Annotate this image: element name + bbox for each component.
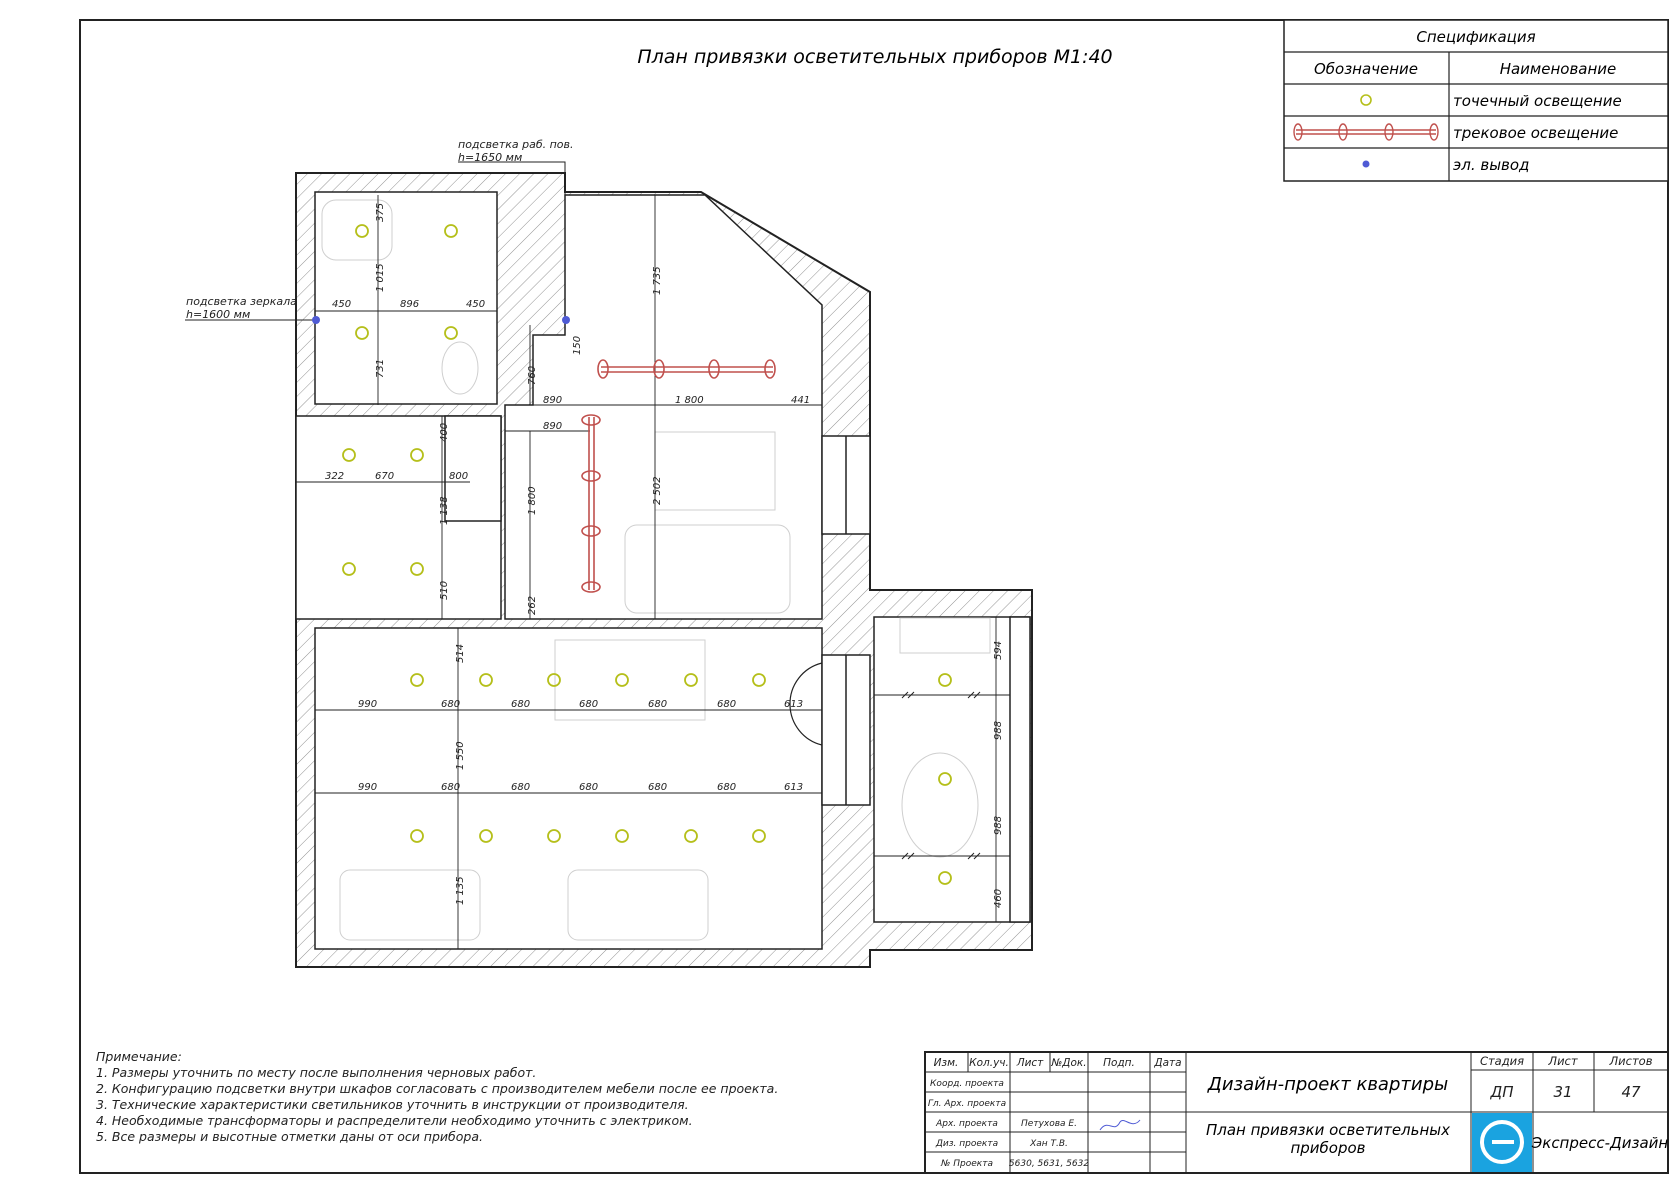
work-light-label: подсветка раб. пов. bbox=[458, 138, 574, 151]
dim-hall-322: 322 bbox=[325, 471, 345, 482]
dim-bath-1015: 1 015 bbox=[375, 263, 386, 292]
dim-living-mid-680c: 680 bbox=[579, 782, 599, 793]
tb-name-project-no: 5630, 5631, 5632 bbox=[1008, 1159, 1090, 1169]
dim-hall-510: 510 bbox=[439, 580, 450, 600]
tb-header-izm: Изм. bbox=[933, 1057, 959, 1069]
note-item: 3. Технические характеристики светильников уточнить в инструкции от производителя. bbox=[96, 1097, 689, 1112]
tb-sheet-label: Лист bbox=[1548, 1054, 1578, 1068]
company-logo bbox=[1472, 1113, 1532, 1172]
tb-project-title: Дизайн-проект квартиры bbox=[1207, 1074, 1449, 1095]
dim-balcony-460: 460 bbox=[993, 888, 1004, 908]
tb-stage-value: ДП bbox=[1490, 1083, 1514, 1101]
tb-sheet-title-2: приборов bbox=[1290, 1139, 1366, 1157]
floor-plan bbox=[185, 138, 1032, 967]
dim-hall-1138: 1 138 bbox=[439, 496, 450, 525]
dim-living-top-680e: 680 bbox=[717, 699, 737, 710]
dim-bath-731: 731 bbox=[375, 358, 386, 378]
tb-name-designer: Хан Т.В. bbox=[1030, 1139, 1068, 1149]
dim-kitchen-1800b: 1 800 bbox=[527, 486, 538, 515]
dim-kitchen-890b: 890 bbox=[543, 421, 563, 432]
dim-balcony-988a: 988 bbox=[993, 720, 1004, 740]
dim-kitchen-2502: 2 502 bbox=[652, 476, 663, 505]
dim-living-mid-680d: 680 bbox=[648, 782, 668, 793]
tb-header-list: Лист bbox=[1016, 1057, 1044, 1069]
dim-bath-375: 375 bbox=[375, 202, 386, 222]
notes bbox=[96, 1049, 778, 1144]
page-title: План привязки осветительных приборов М1:40 bbox=[637, 46, 1113, 68]
electrical-outlet-icon bbox=[562, 316, 570, 324]
mirror-light-height: h=1600 мм bbox=[186, 308, 251, 321]
dim-living-top-680b: 680 bbox=[511, 699, 531, 710]
tb-role-designer: Диз. проекта bbox=[935, 1139, 999, 1149]
dim-balcony-594: 594 bbox=[993, 640, 1004, 660]
dim-living-top-680a: 680 bbox=[441, 699, 461, 710]
closet bbox=[445, 416, 501, 521]
tb-role-architect: Арх. проекта bbox=[936, 1119, 998, 1129]
dim-hall-800: 800 bbox=[449, 471, 469, 482]
note-item: 4. Необходимые трансформаторы и распределители необходимо уточнить с электриком. bbox=[96, 1113, 693, 1128]
tb-sheets-value: 47 bbox=[1621, 1083, 1641, 1101]
spec-col-symbol: Обозначение bbox=[1313, 60, 1419, 78]
note-item: 5. Все размеры и высотные отметки даны от оси прибора. bbox=[96, 1129, 483, 1144]
notes-heading: Примечание: bbox=[96, 1049, 182, 1064]
spec-title: Спецификация bbox=[1416, 28, 1536, 46]
dim-living-mid-680b: 680 bbox=[511, 782, 531, 793]
tb-stage-label: Стадия bbox=[1479, 1054, 1525, 1068]
dim-living-top-680c: 680 bbox=[579, 699, 599, 710]
spec-col-name: Наименование bbox=[1499, 60, 1617, 78]
dim-living-top-680d: 680 bbox=[648, 699, 668, 710]
dim-balcony-988b: 988 bbox=[993, 815, 1004, 835]
dim-kitchen-890a: 890 bbox=[543, 395, 563, 406]
dim-living-top-990: 990 bbox=[358, 699, 378, 710]
dim-living-514: 514 bbox=[455, 643, 466, 663]
tb-sheet-title-1: План привязки осветительных bbox=[1205, 1121, 1451, 1139]
tb-role-chief: Гл. Арх. проекта bbox=[927, 1099, 1007, 1109]
dim-living-mid-680e: 680 bbox=[717, 782, 737, 793]
dim-living-1135: 1 135 bbox=[455, 876, 466, 905]
dim-living-top-613: 613 bbox=[784, 699, 804, 710]
dim-bath-450a: 450 bbox=[332, 299, 352, 310]
specification-table bbox=[1284, 20, 1668, 181]
tb-header-ndok: №Док. bbox=[1051, 1057, 1087, 1069]
dim-living-mid-990: 990 bbox=[358, 782, 378, 793]
title-block bbox=[925, 1052, 1668, 1173]
electrical-outlet-icon bbox=[312, 316, 320, 324]
tb-header-data: Дата bbox=[1154, 1057, 1182, 1069]
balcony bbox=[874, 617, 1030, 922]
spec-row-spot-name: точечный освещение bbox=[1453, 92, 1622, 110]
dim-living-1550: 1 550 bbox=[455, 741, 466, 770]
dim-kitchen-1800a: 1 800 bbox=[675, 395, 704, 406]
tb-header-podp: Подп. bbox=[1103, 1057, 1135, 1069]
tb-company: Экспресс-Дизайн bbox=[1531, 1134, 1669, 1152]
dim-kitchen-262: 262 bbox=[527, 595, 538, 615]
spec-row-track-name: трековое освещение bbox=[1453, 124, 1619, 142]
balcony-glazing bbox=[1010, 617, 1030, 922]
dim-hall-400: 400 bbox=[439, 422, 450, 442]
note-item: 1. Размеры уточнить по месту после выполнения черновых работ. bbox=[96, 1065, 537, 1080]
dim-kitchen-1735: 1 735 bbox=[652, 266, 663, 295]
work-light-height: h=1650 мм bbox=[458, 151, 523, 164]
tb-name-architect: Петухова Е. bbox=[1021, 1119, 1077, 1129]
electrical-outlet-icon bbox=[1363, 161, 1370, 168]
mirror-light-label: подсветка зеркала bbox=[186, 295, 297, 308]
tb-header-koluch: Кол.уч. bbox=[969, 1057, 1009, 1069]
dim-bath-896: 896 bbox=[400, 299, 420, 310]
dim-kitchen-150: 150 bbox=[572, 335, 583, 355]
tb-sheets-label: Листов bbox=[1609, 1054, 1653, 1068]
spec-row-outlet-name: эл. вывод bbox=[1453, 156, 1530, 174]
tb-role-coord: Коорд. проекта bbox=[930, 1079, 1004, 1089]
note-item: 2. Конфигурацию подсветки внутри шкафов согласовать с производителем мебели после ее проекта. bbox=[96, 1081, 779, 1096]
dim-kitchen-441: 441 bbox=[791, 395, 811, 406]
bathroom bbox=[315, 192, 497, 404]
dim-hall-670: 670 bbox=[375, 471, 395, 482]
dim-living-mid-613: 613 bbox=[784, 782, 804, 793]
dim-bath-450b: 450 bbox=[466, 299, 486, 310]
dim-living-mid-680a: 680 bbox=[441, 782, 461, 793]
tb-sheet-value: 31 bbox=[1553, 1083, 1573, 1101]
tb-role-project-no: № Проекта bbox=[941, 1159, 993, 1169]
dim-kitchen-760: 760 bbox=[527, 365, 538, 385]
